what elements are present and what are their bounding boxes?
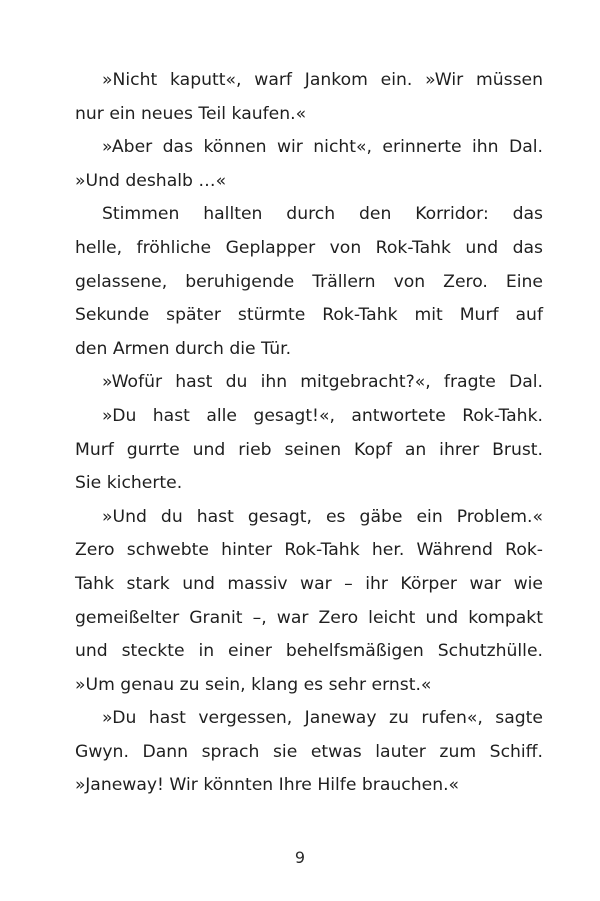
text-line: helle, fröhliche Geplapper von Rok-Tahk und das (75, 237, 543, 258)
text-line: »Janeway! Wir könnten Ihre Hilfe brauchen.« (75, 775, 460, 796)
text-line: Stimmen hallten durch den Korridor: das (102, 204, 543, 225)
text-line: und steckte in einer behelfsmäßigen Schutzhülle. (75, 641, 543, 662)
text-line: »Und du hast gesagt, es gäbe ein Problem.« (102, 506, 543, 527)
text-line: »Wofür hast du ihn mitgebracht?«, fragte Dal. (102, 372, 543, 393)
text-line: Gwyn. Dann sprach sie etwas lauter zum Schiff. (75, 741, 543, 762)
text-line: »Nicht kaputt«, warf Jankom ein. »Wir müssen (102, 70, 543, 90)
text-line: Sekunde später stürmte Rok-Tahk mit Murf auf (75, 305, 543, 326)
text-line: den Armen durch die Tür. (75, 338, 292, 359)
text-line: »Du hast vergessen, Janeway zu rufen«, sagte (102, 708, 543, 729)
text-line: »Aber das können wir nicht«, erinnerte ihn Dal. (102, 137, 543, 158)
book-page-body (75, 64, 543, 803)
text-line: Zero schwebte hinter Rok-Tahk her. Während Rok- (75, 540, 543, 561)
text-line: Sie kicherte. (75, 473, 183, 494)
page-number: 9 (294, 848, 306, 867)
text-line: gemeißelter Granit –, war Zero leicht und kompakt (75, 607, 543, 628)
text-line: nur ein neues Teil kaufen.« (75, 103, 307, 124)
text-line: gelassene, beruhigende Trällern von Zero. Eine (75, 271, 543, 292)
text-line: »Und deshalb …« (75, 170, 227, 191)
text-line: Tahk stark und massiv war – ihr Körper war wie (75, 573, 543, 594)
text-line: »Du hast alle gesagt!«, antwortete Rok-Tahk. (102, 405, 543, 426)
text-line: »Um genau zu sein, klang es sehr ernst.« (75, 674, 432, 695)
text-line: Murf gurrte und rieb seinen Kopf an ihrer Brust. (75, 439, 543, 460)
